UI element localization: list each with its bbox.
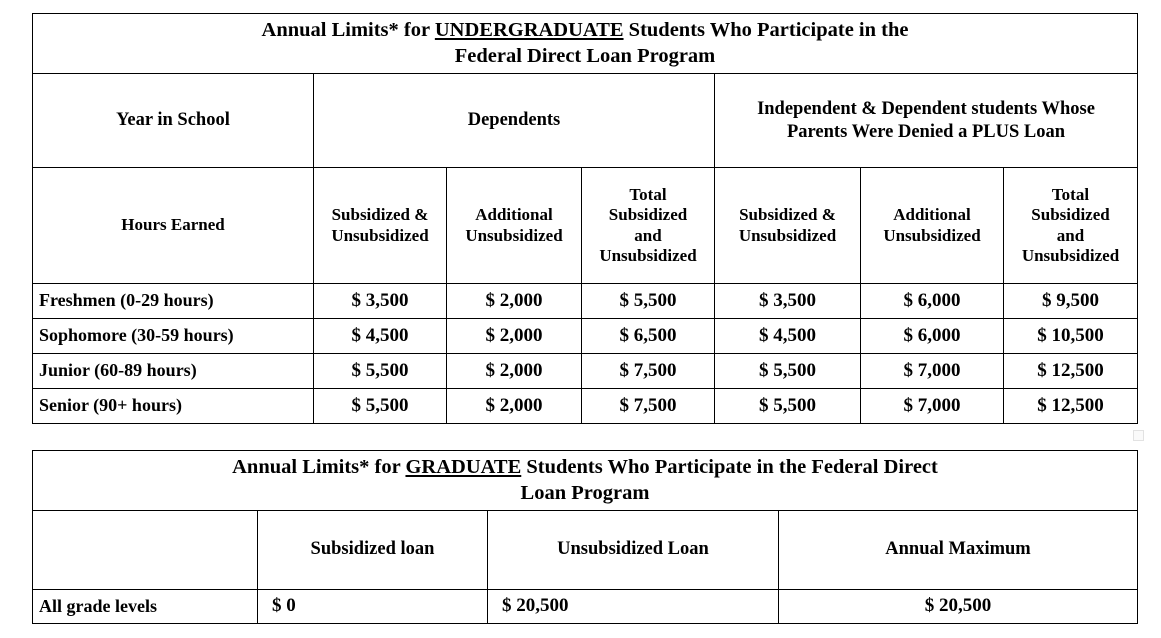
cell-dep-sub-unsub: $ 4,500 — [314, 319, 447, 354]
row-label: Sophomore (30-59 hours) — [33, 319, 314, 354]
cell-ind-additional: $ 7,000 — [861, 389, 1004, 424]
cell-dep-additional: $ 2,000 — [447, 284, 582, 319]
cell-dep-sub-unsub: $ 5,500 — [314, 389, 447, 424]
header-dep-total-subsidized-and-unsubsidized: Total Subsidized and Unsubsidized — [582, 168, 715, 284]
header-ind-subsidized-unsubsidized: Subsidized & Unsubsidized — [715, 168, 861, 284]
header-independent-line2: Parents Were Denied a PLUS Loan — [786, 121, 1066, 142]
cell-ind-additional: $ 6,000 — [861, 284, 1004, 319]
header-hours-earned: Hours Earned — [33, 168, 314, 284]
cell-ind-total: $ 12,500 — [1004, 354, 1138, 389]
undergrad-title-row — [33, 14, 1138, 74]
cell-ind-sub-unsub: $ 5,500 — [715, 389, 861, 424]
graduate-table-title — [33, 451, 1138, 511]
cell-ind-additional: $ 7,000 — [861, 354, 1004, 389]
grad-title-emphasis: GRADUATE — [405, 456, 522, 479]
row-label: Junior (60-89 hours) — [33, 354, 314, 389]
cell-dep-total: $ 6,500 — [582, 319, 715, 354]
cell-ind-additional: $ 6,000 — [861, 319, 1004, 354]
table-row — [33, 389, 1138, 424]
undergrad-title-emphasis: UNDERGRADUATE — [434, 19, 624, 42]
stray-artifact-mark — [1133, 430, 1144, 441]
header-annual-maximum: Annual Maximum — [779, 511, 1138, 590]
header-ind-additional-unsubsidized: Additional Unsubsidized — [861, 168, 1004, 284]
table-row — [33, 319, 1138, 354]
header-year-in-school: Year in School — [33, 74, 314, 168]
grad-title-line1: Annual Limits* for GRADUATE Students Who Participate in the Federal Direct — [232, 456, 938, 479]
cell-ind-total: $ 9,500 — [1004, 284, 1138, 319]
header-grad-blank — [33, 511, 258, 590]
cell-ind-total: $ 10,500 — [1004, 319, 1138, 354]
cell-dep-sub-unsub: $ 3,500 — [314, 284, 447, 319]
header-subsidized-loan: Subsidized loan — [258, 511, 488, 590]
grad-title-row — [33, 451, 1138, 511]
table-row — [33, 284, 1138, 319]
row-label: All grade levels — [33, 590, 258, 624]
undergrad-table-title — [33, 14, 1138, 74]
undergrad-title-line1: Annual Limits* for UNDERGRADUATE Students Who Participate in the — [261, 19, 909, 42]
grad-column-header-row — [33, 511, 1138, 590]
undergrad-group-header-row — [33, 74, 1138, 168]
undergrad-title-line2: Federal Direct Loan Program — [454, 44, 716, 67]
cell-ind-sub-unsub: $ 4,500 — [715, 319, 861, 354]
cell-ind-total: $ 12,500 — [1004, 389, 1138, 424]
row-label: Senior (90+ hours) — [33, 389, 314, 424]
header-dep-additional-unsubsidized: Additional Unsubsidized — [447, 168, 582, 284]
header-independent-dependent — [715, 74, 1138, 168]
header-unsubsidized-loan: Unsubsidized Loan — [488, 511, 779, 590]
table-row — [33, 590, 1138, 624]
header-independent-line1: Independent & Dependent students Whose — [757, 98, 1095, 119]
undergrad-column-header-row — [33, 168, 1138, 284]
cell-dep-total: $ 5,500 — [582, 284, 715, 319]
cell-dep-total: $ 7,500 — [582, 389, 715, 424]
row-label: Freshmen (0-29 hours) — [33, 284, 314, 319]
grad-title-line2: Loan Program — [520, 481, 650, 504]
cell-dep-additional: $ 2,000 — [447, 319, 582, 354]
cell-dep-additional: $ 2,000 — [447, 354, 582, 389]
undergraduate-annual-limits-table — [32, 13, 1138, 424]
graduate-annual-limits-table — [32, 450, 1138, 624]
cell-grad-unsubsidized: $ 20,500 — [488, 590, 779, 624]
cell-dep-additional: $ 2,000 — [447, 389, 582, 424]
cell-ind-sub-unsub: $ 3,500 — [715, 284, 861, 319]
table-row — [33, 354, 1138, 389]
header-dep-subsidized-unsubsidized: Subsidized & Unsubsidized — [314, 168, 447, 284]
cell-grad-annual-maximum: $ 20,500 — [779, 590, 1138, 624]
cell-dep-sub-unsub: $ 5,500 — [314, 354, 447, 389]
cell-dep-total: $ 7,500 — [582, 354, 715, 389]
cell-ind-sub-unsub: $ 5,500 — [715, 354, 861, 389]
header-dependents: Dependents — [314, 74, 715, 168]
header-ind-total-subsidized-and-unsubsidized: Total Subsidized and Unsubsidized — [1004, 168, 1138, 284]
cell-grad-subsidized: $ 0 — [258, 590, 488, 624]
